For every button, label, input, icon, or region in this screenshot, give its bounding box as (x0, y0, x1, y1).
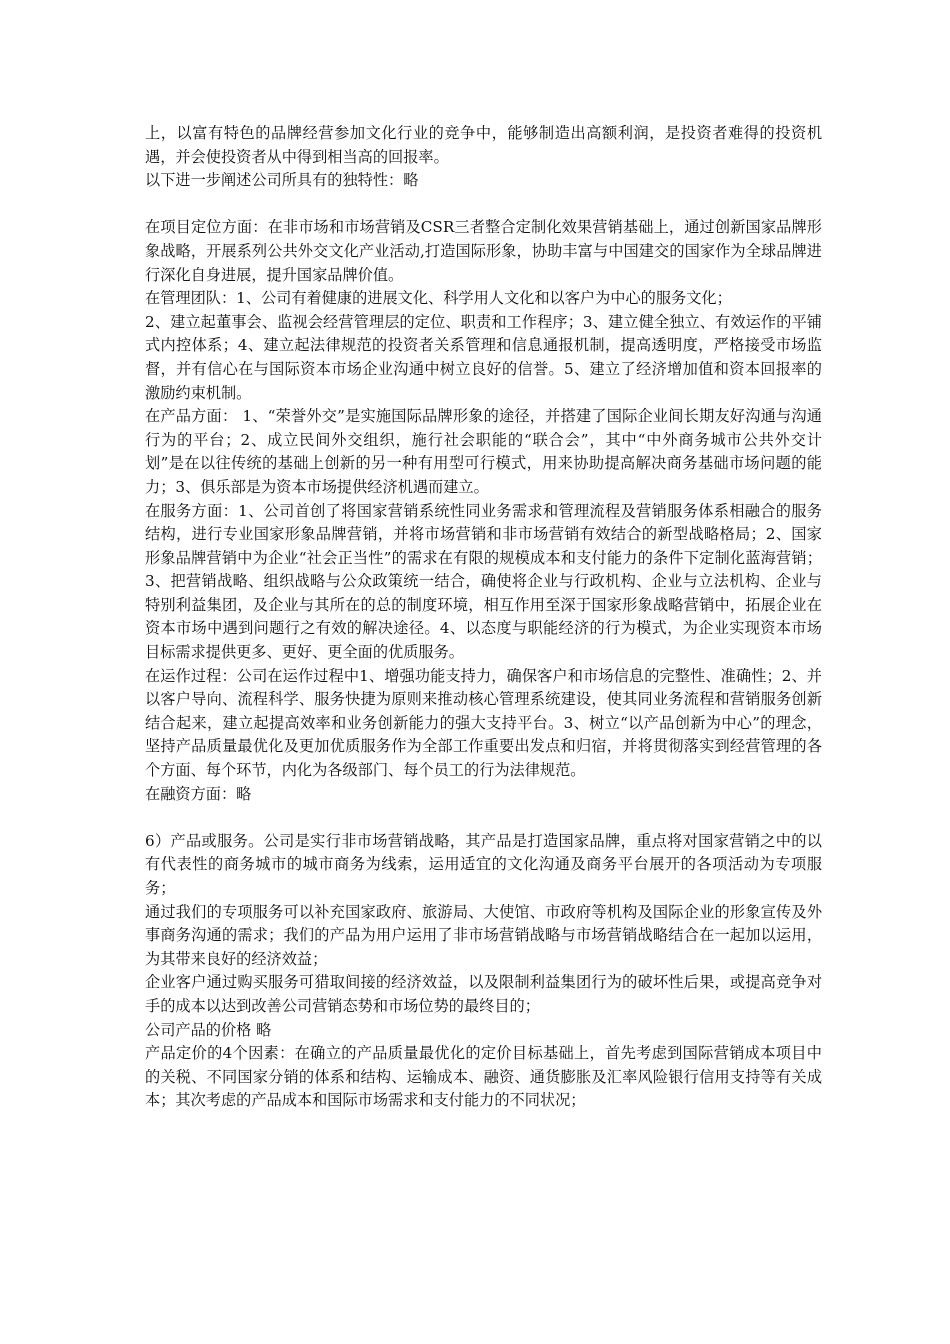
paragraph-product: 在产品方面： 1、“荣誉外交”是实施国际品牌形象的途径，并搭建了国际企业间长期友好沟通与沟通行为的平台；2、成立民间外交组织，施行社会职能的“联合会”，其中“中外商务城市公共外交计划”是在以往传统的基础上创新的另一种有用型可行模式，用来协助提高解决商务基础市场问题的能力；3、俱乐部是为资本市场提供经济机遇而建立。 (145, 407, 822, 496)
paragraph-service: 在服务方面：1、公司首创了将国家营销系统性同业务需求和管理流程及营销服务体系相融合的服务结构，进行专业国家形象品牌营销，并将市场营销和非市场营销有效结合的新型战略格局；2、国家形象品牌营销中为企业“社会正当性”的需求在有限的规模成本和支付能力的条件下定制化蓝海营销；3、把营销战略、组织战略与公众政策统一结合，确使将企业与行政机构、企业与立法机构、企业与特别利益集团，及企业与其所在的总的制度环境，相互作用至深于国家形象战略营销中，拓展企业在资本市场中遇到问题行之有效的解决途径。4、以态度与职能经济的行为模式，为企业实现资本市场目标需求提供更多、更好、更全面的优质服务。 (145, 501, 822, 662)
paragraph-operation: 在运作过程：公司在运作过程中1、增强功能支持力，确保客户和市场信息的完整性、准确性；2、并以客户导向、流程科学、服务快捷为原则来推动核心管理系统建设，使其同业务流程和营销服务创新结合起来，建立起提高效率和业务创新能力的强大支持平台。3、树立“以产品创新为中心”的理念，坚持产品质量最优化及更加优质服务作为全部工作重要出发点和归宿，并将贯彻落实到经营管理的各个方面、每个环节，内化为各级部门、每个员工的行为法律规范。 (145, 666, 822, 780)
document-page (145, 122, 822, 1113)
paragraph-project-positioning: 在项目定位方面：在非市场和市场营销及CSR三者整合定制化效果营销基础上，通过创新国家品牌形象战略，开展系列公共外交文化产业活动,打造国际形象，协助丰富与中国建交的国家作为全球品牌进行深化自身进展，提升国家品牌价值。 (145, 218, 822, 284)
blank-line (145, 806, 822, 830)
paragraph-enterprise-clients: 企业客户通过购买服务可猎取间接的经济效益，以及限制利益集团行为的破坏性后果，或提高竞争对手的成本以达到改善公司营销态势和市场位势的最终目的； (145, 973, 822, 1015)
blank-line (145, 193, 822, 217)
paragraph-investment-return: 上，以富有特色的品牌经营参加文化行业的竞争中，能够制造出高额利润，是投资者难得的投资机遇，并会使投资者从中得到相当高的回报率。 (145, 124, 822, 166)
paragraph-product-price: 公司产品的价格 略 (145, 1020, 272, 1039)
paragraph-uniqueness-intro: 以下进一步阐述公司所具有的独特性：略 (145, 171, 419, 190)
paragraph-pricing-factors: 产品定价的4个因素：在确立的产品质量最优化的定价目标基础上，首先考虑到国际营销成本项目中的关税、不同国家分销的体系和结构、运输成本、融资、通货膨胀及汇率风险银行信用支持等有关成本；其次考虑的产品成本和国际市场需求和支付能力的不同状况； (145, 1044, 822, 1110)
paragraph-products-services: 6）产品或服务。公司是实行非市场营销战略，其产品是打造国家品牌，重点将对国家营销之中的以有代表性的商务城市的城市商务为线索，运用适宜的文化沟通及商务平台展开的各项活动为专项服务； (145, 831, 822, 897)
paragraph-management-details: 2、建立起董事会、监视会经营管理层的定位、职责和工作程序；3、建立健全独立、有效运作的平铺式内控体系；4、建立起法律规范的投资者关系管理和信息通报机制，提高透明度，严格接受市场监督，并有信心在与国际资本市场企业沟通中树立良好的信誉。5、建立了经济增加值和资本回报率的激励约束机制。 (145, 312, 822, 402)
paragraph-management-team: 在管理团队：1、公司有着健康的进展文化、科学用人文化和以客户为中心的服务文化； (145, 289, 732, 308)
paragraph-special-services: 通过我们的专项服务可以补充国家政府、旅游局、大使馆、市政府等机构及国际企业的形象宣传及外事商务沟通的需求；我们的产品为用户运用了非市场营销战略与市场营销战略结合在一起加以运用，为其带来良好的经济效益； (145, 902, 822, 968)
paragraph-financing: 在融资方面：略 (145, 784, 252, 803)
